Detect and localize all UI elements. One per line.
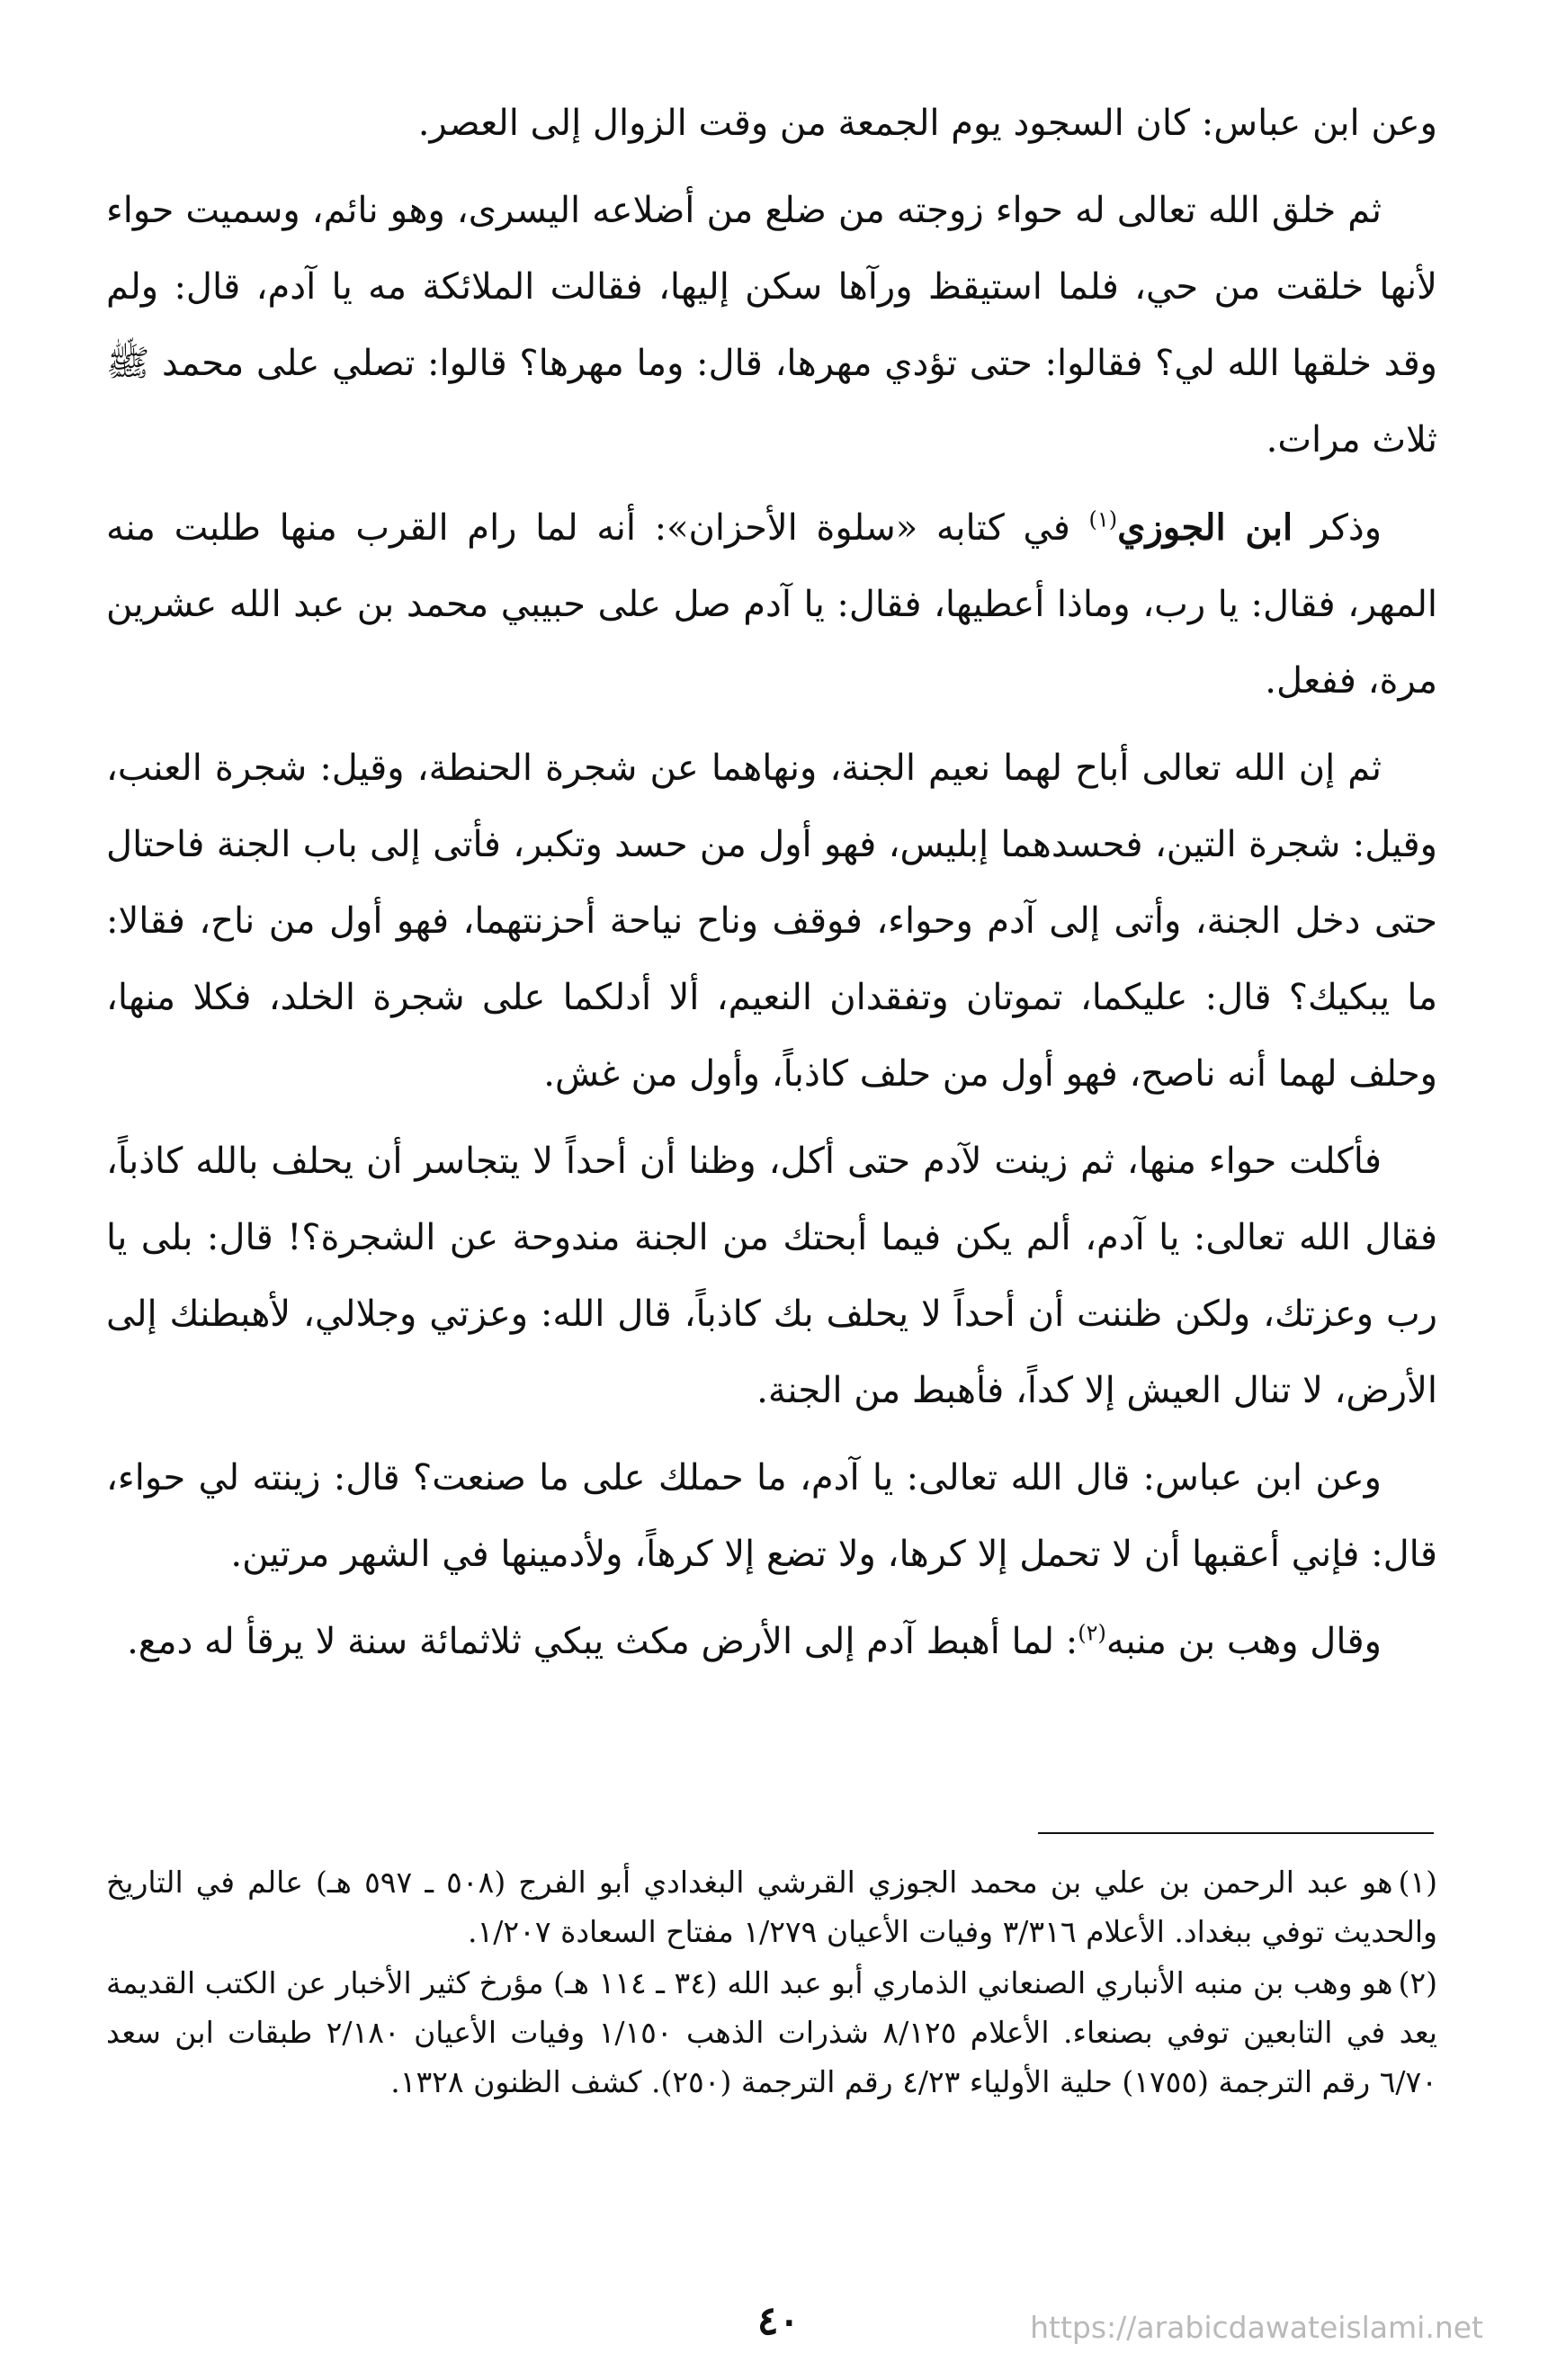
footnote-text: هو وهب بن منبه الأنباري الصنعاني الذماري أبو عبد الله (٣٤ ـ ١١٤ هـ) مؤرخ كثير الأخبار عن الكتب القديمة يعد في التابعين توفي بصنعاء. الأعلام ٨/١٢٥ شذرات الذهب ١/١٥٠ وفيات الأعيان ٢/١٨٠ طبقات ابن سعد ٦/٧٠ رقم الترجمة (١٧٥٥) حلية الأولياء ٤/٢٣ رقم الترجمة (٢٥٠). كشف الظنون ١٣٢٨. <box>106 1965 1437 2099</box>
paragraph: ثم إن الله تعالى أباح لهما نعيم الجنة، ونهاهما عن شجرة الحنطة، وقيل: شجرة العنب، وقيل: شجرة التين، فحسدهما إبليس، فهو أول من حسد وتكبر، فأتى إلى باب الجنة فاحتال حتى دخل الجنة، وأتى إلى آدم وحواء، فوقف وناح نياحة أحزنتهما، فهو أول من ناح، فقالا: ما يبكيك؟ قال: عليكما، تموتان وتفقدان النعيم، ألا أدلكما على شجرة الخلد، فكلا منها، وحلف لهما أنه ناصح، فهو أول من حلف كاذباً، وأول من غش. <box>106 747 1437 1095</box>
paragraph-text: : لما أهبط آدم إلى الأرض مكث يبكي ثلاثمائة سنة لا يرقأ له دمع. <box>127 1621 1078 1662</box>
page-number: ٤٠ <box>756 2298 801 2344</box>
paragraph-text: وقال وهب بن منبه <box>1105 1621 1382 1662</box>
footnote <box>106 1857 1437 1956</box>
paragraph: وعن ابن عباس: كان السجود يوم الجمعة من وقت الزوال إلى العصر. <box>417 103 1437 144</box>
paragraph: وعن ابن عباس: قال الله تعالى: يا آدم، ما حملك على ما صنعت؟ قال: زينته لي حواء، قال: فإني أعقبها أن لا تحمل إلا كرها، ولا تضع إلا كرهاً، ولأدمينها في الشهر مرتين. <box>106 1457 1437 1575</box>
footnotes <box>106 1857 1437 2108</box>
paragraph <box>106 1604 1437 1680</box>
author-name: ابن الجوزي <box>1117 506 1293 549</box>
footnote-number: (٢) <box>1398 1965 1437 2000</box>
paragraph-text: وذكر <box>1293 507 1383 549</box>
footnote <box>106 1958 1437 2107</box>
footnote-marker[interactable]: (١) <box>1088 506 1118 532</box>
paragraph: ثم خلق الله تعالى له حواء زوجته من ضلع من أضلاعه اليسرى، وهو نائم، وسميت حواء لأنها خلقت من حي، فلما استيقظ ورآها سكن إليها، فقالت الملائكة مه يا آدم، قال: ولم وقد خلقها الله لي؟ فقالوا: حتى تؤدي مهرها، قال: وما مهرها؟ قالوا: تصلي على محمد ﷺ ثلاث مرات. <box>106 190 1437 461</box>
footnote-marker[interactable]: (٢) <box>1078 1620 1106 1646</box>
paragraph: فأكلت حواء منها، ثم زينت لآدم حتى أكل، وظنا أن أحداً لا يتجاسر أن يحلف بالله كاذباً، فقال الله تعالى: يا آدم، ألم يكن فيما أبحتك من الجنة مندوحة عن الشجرة؟! قال: بلى يا رب وعزتك، ولكن ظننت أن أحداً لا يحلف بك كاذباً، قال الله: وعزتي وجلالي، لأهبطنك إلى الأرض، لا تنال العيش إلا كداً، فأهبط من الجنة. <box>106 1141 1437 1411</box>
watermark: https://arabicdawateislami.net <box>1030 2310 1483 2345</box>
main-text <box>106 85 1437 1691</box>
paragraph-text: في كتابه «سلوة الأحزان»: أنه لما رام القرب منها طلبت منه المهر، فقال: يا رب، وماذا أعطيها، فقال: يا آدم صل على حبيبي محمد بن عبد الله عشرين مرة، ففعل. <box>106 507 1437 702</box>
footnote-divider <box>1038 1832 1434 1834</box>
footnote-text: هو عبد الرحمن بن علي بن محمد الجوزي القرشي البغدادي أبو الفرج (٥٠٨ ـ ٥٩٧ هـ) عالم في التاريخ والحديث توفي ببغداد. الأعلام ٣/٣١٦ وفيات الأعيان ١/٢٧٩ مفتاح السعادة ١/٢٠٧. <box>106 1865 1437 1949</box>
paragraph <box>106 489 1437 720</box>
footnote-number: (١) <box>1398 1865 1438 1900</box>
